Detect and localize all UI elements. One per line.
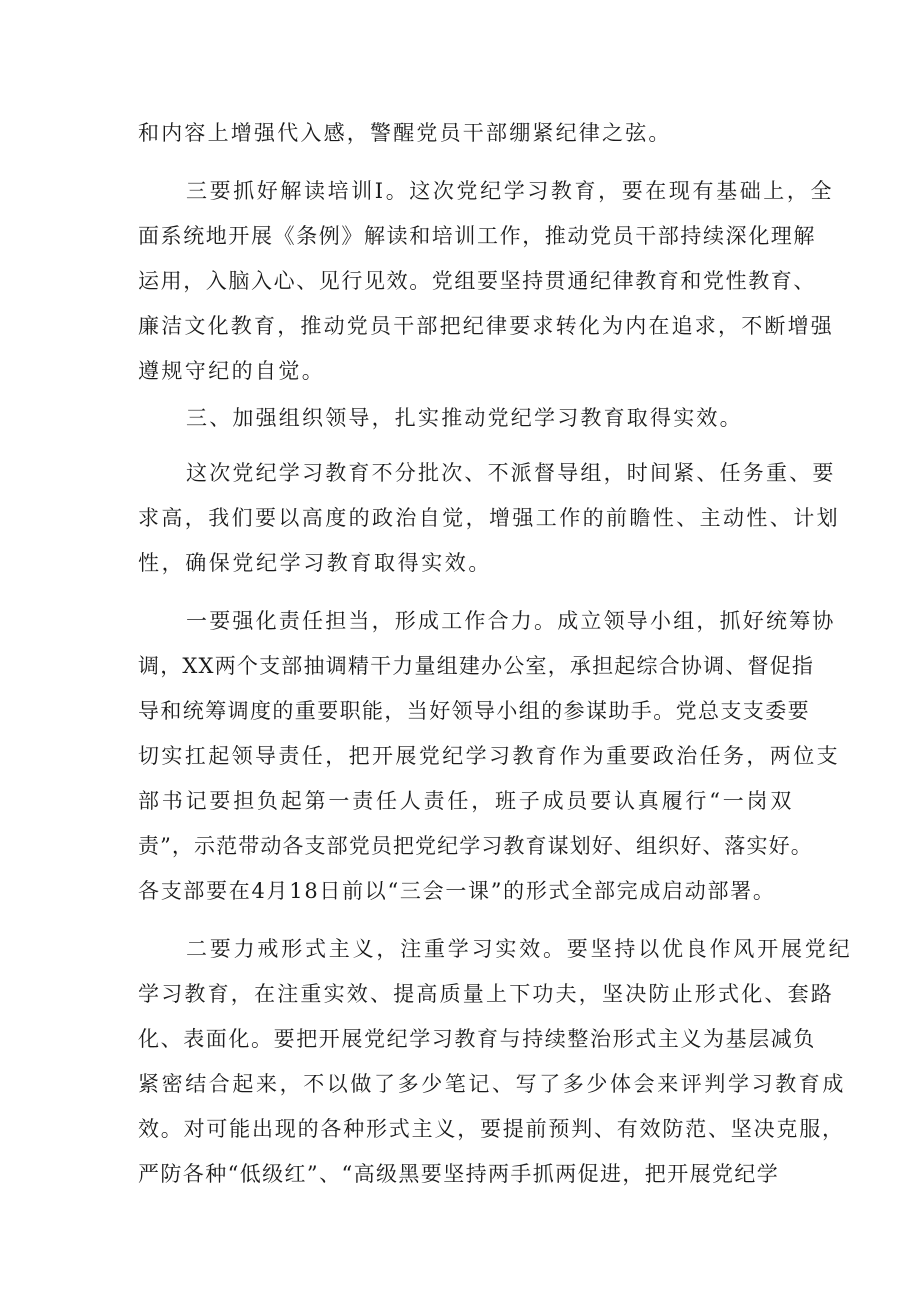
text-line: 各支部要在4月18日前以“三会一课”的形式全部完成启动部署。: [138, 879, 776, 903]
text-line: 性，确保党纪学习教育取得实效。: [138, 551, 492, 575]
text-line: 运用，入脑入心、见行见效。党组要坚持贯通纪律教育和党性教育、: [138, 269, 816, 293]
text-line: 调，XX两个支部抽调精干力量组建办公室，承担起综合协调、督促指: [138, 654, 815, 678]
text-line: 紧密结合起来，不以做了多少笔记、写了多少体会来评判学习教育成: [138, 1072, 846, 1096]
text-line: 求高，我们要以高度的政治自觉，增强工作的前瞻性、主动性、计划: [138, 506, 840, 530]
section-heading: 三、加强组织领导，扎实推动党纪学习教育取得实效。: [186, 406, 743, 430]
text-line: 学习教育，在注重实效、提高质量上下功夫，坚决防止形式化、套路: [138, 982, 834, 1006]
text-line: 遵规守纪的自觉。: [138, 359, 326, 383]
paragraph-first-line: 三要抓好解读培训Ⅰ。这次党纪学习教育，要在现有基础上，全: [186, 179, 835, 203]
text-line: 导和统筹调度的重要职能，当好领导小组的参谋助手。党总支支委要: [138, 699, 810, 723]
paragraph-first-line: 一要强化责任担当，形成工作合力。成立领导小组，抓好统筹协: [186, 609, 836, 633]
text-line: 和内容上增强代入感，警醒党员干部绷紧纪律之弦。: [138, 121, 672, 145]
text-line: 切实扛起领导责任，把开展党纪学习教育作为重要政治任务，两位支: [138, 744, 840, 768]
text-line: 效。对可能出现的各种形式主义，要提前预判、有效防范、坚决克服，: [138, 1117, 845, 1141]
text-line: 化、表面化。要把开展党纪学习教育与持续整治形式主义为基层减负: [138, 1027, 816, 1051]
text-line: 责”，示范带动各支部党员把党纪学习教育谋划好、组织好、落实好。: [138, 834, 813, 858]
text-line: 廉洁文化教育，推动党员干部把纪律要求转化为内在追求，不断增强: [138, 314, 834, 338]
paragraph-first-line: 二要力戒形式主义，注重学习实效。要坚持以优良作风开展党纪: [186, 937, 853, 961]
text-line: 部书记要担负起第一责任人责任，班子成员要认真履行“一岗双: [138, 789, 795, 813]
paragraph-first-line: 这次党纪学习教育不分批次、不派督导组，时间紧、任务重、要: [186, 461, 836, 485]
text-line: 严防各种“低级红”、“高级黑要坚持两手抓两促进，把开展党纪学: [138, 1162, 780, 1186]
text-line: 面系统地开展《条例》解读和培训工作，推动党员干部持续深化理解: [138, 224, 816, 248]
